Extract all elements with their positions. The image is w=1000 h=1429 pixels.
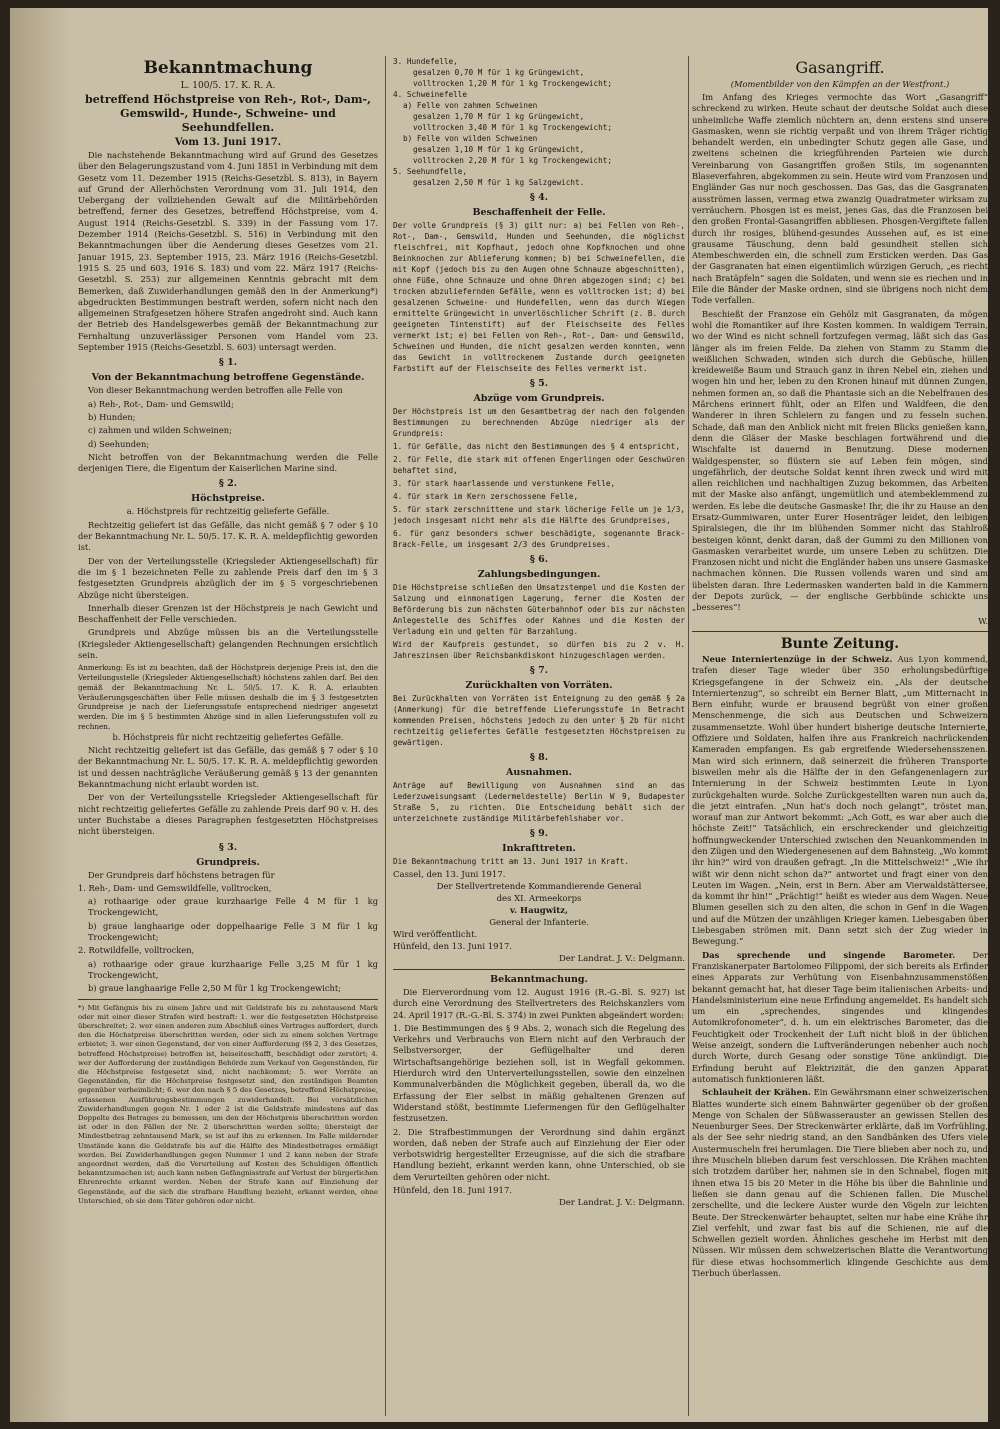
divider [393,969,685,970]
signature-office: des XI. Armeekorps [496,894,582,904]
item-title: Das sprechende und singende Barometer. [702,949,956,960]
signature-place: Cassel, den 13. Juni 1917. [393,870,506,880]
list-item: 2. Rotwildfelle, volltrocken, [78,945,195,956]
subsection-title: a. Höchstpreis für rechtzeitig gelieferte Gefälle. [126,506,330,517]
subsection-title: b. Höchstpreis für nicht rechtzeitig geliefertes Gefälle. [112,731,344,742]
section-title: Grundpreis. [196,856,260,868]
section-text: Rechtzeitig geliefert ist das Gefälle, das nicht gemäß § 7 oder § 10 der Bekanntmachung Nr. L. 50/5. 17. K. R. A. meldepflichtig geworden ist. [78,519,378,553]
section-text: Nicht betroffen von der Bekanntmachung werden die Felle derjenigen Tiere, die Eigentum der Kaiserlichen Marine sind. [78,451,378,474]
section-text: Bei Zurückhalten von Vorräten ist Enteignung zu den gemäß § 2a (Anmerkung) für die betreffende Lieferungsstufe in Betracht kommenden Preisen, höchstens jedoch zu den unter § 2b für nicht rechtzeitig geliefertes Gefälle festgesetzten Höchstpreisen zu gewärtigen. [393,694,685,747]
section-number: § 6. [529,554,549,565]
section-text: Der volle Grundpreis (§ 3) gilt nur: a) bei Fellen von Reh-, Rot-, Dam-, Gemswild, Hunden und Seehunden, die möglichst fleischfrei, mit Kopfhaut, jedoch ohne Kopfknochen und ohne Beinknochen zur Ablieferung kommen; b) bei Schweinefellen, die mit Kopf (jedoch bis zu den Augen ohne Schnauze abgeschnitten), ohne Füße, ohne Schnauze und ohne Ohren abgezogen sind; c) bei trocken abzuliefernden Gefälle, wenn es volltrocken ist; d) bei gesalzenen Schweine- und Hundefellen, wenn das durch Wiegen ermittelte Grüngewicht in unverlöschlicher Schrift (z. B. durch geeigneten Tintenstift) auf der Fleischseite des Felles vermerkt ist; e) bei Fellen von Reh-, Rot-, Dam- und Gemswild, Schweinen und Hunden, die nicht gesalzen werden konnten, wenn das Gewicht in volltrockenem Zustande durch geeigneten Farbstift auf der Fleischseite des Felles vermerkt ist. [393,221,685,373]
notice-text: Die Eierverordnung vom 12. August 1916 (R.-G.-Bl. S. 927) ist durch eine Verordnung des Stellvertreters des Reichskanzlers vom 24. April 1917 (R.-G.-Bl. S. 374) in zwei Punkten abgeändert worden: [393,987,685,1020]
section-title: Von der Bekanntmachung betroffene Gegenstände. [91,372,365,384]
list-item: volltrocken 2,20 M für 1 kg Trockengewicht; [413,156,613,165]
column-rule [385,56,386,1416]
section-title: Abzüge vom Grundpreis. [473,393,605,404]
column-2 [393,56,685,1416]
section-number: § 5. [529,378,549,389]
section-text: Innerhalb dieser Grenzen ist der Höchstpreis je nach Gewicht und Beschaffenheit der Felle verschieden. [78,602,378,625]
section-number: § 4. [529,192,549,203]
list-item: 1. Reh-, Dam- und Gemswildfelle, volltrocken, [78,882,272,893]
section-title: Bunte Zeitung. [780,635,900,652]
section-note: Anmerkung: Es ist zu beachten, daß der Höchstpreis derjenige Preis ist, den die Verteilungsstelle (Kriegsleder Aktiengesellschaft) höchstens zahlen darf. Bei den gemäß der Bekanntmachung Nr. L. 50/5. 17. K. R. A. erlaubten Veräußerungsgeschäften über Felle müssen deshalb die im § 3 festgesetzten Grundpreise je nach der Lieferungsstufe entsprechend niedriger angesetzt werden. Die im § 5 bestimmten Abzüge sind in allen Lieferungsstufen voll zu rechnen. [78,663,378,732]
section-title: Höchstpreise. [191,493,265,505]
column-rule [688,56,689,1416]
section-text: Anträge auf Bewilligung von Ausnahmen sind an das Lederzuweisungsamt (Ledermeldestelle) Berlin W 9, Budapester Straße 5, zu richten. Die Entscheidung behält sich der unterzeichnete zuständige Militärbefehlshaber vor. [393,781,685,823]
section-text: Die Höchstpreise schließen den Umsatzstempel und die Kosten der Salzung und einmonatigen Lagerung, ferner die Kosten der Beförderung bis zum nächsten Güterbahnhof oder bis zur nächsten Anlegestelle des Schiffes oder Kahnes und die Kosten der Verladung ein und gelten für Barzahlung. [393,583,685,636]
section-number: § 2. [218,478,238,490]
list-item: 2. für Felle, die stark mit offenen Engerlingen oder Geschwüren behaftet sind, [393,455,685,475]
newspaper-page [10,8,988,1422]
section-text: Wird der Kaufpreis gestundet, so dürfen bis zu 2 v. H. Jahreszinsen über Reichsbankdiskont hinzugeschlagen werden. [393,640,685,660]
list-item: a) Reh-, Rot-, Dam- und Gemswild; [88,398,234,409]
signature-published: Wird veröffentlicht. [393,930,478,940]
list-item: c) zahmen und wilden Schweinen; [88,425,232,436]
list-item: gesalzen 0,70 M für 1 kg Grüngewicht, [413,68,585,77]
list-item: 4. für stark im Kern zerschossene Felle, [393,492,579,501]
section-title: Beschaffenheit der Felle. [472,207,606,218]
list-item: b) graue langhaarige Felle 2,50 M für 1 kg Trockengewicht; [88,983,342,994]
list-item: a) rothaarige oder graue kurzhaarige Felle 3,25 M für 1 kg Trockengewicht, [88,958,378,980]
page-edge-stain [10,8,70,1422]
section-title: Inkrafttreten. [502,843,576,854]
list-item: volltrocken 1,20 M für 1 kg Trockengewicht; [413,79,613,88]
column-1 [78,58,378,1418]
divider [78,999,378,1000]
signature-place: Hünfeld, den 13. Juni 1917. [393,942,513,952]
list-item: a) Felle von zahmen Schweinen [403,101,538,110]
item-text: Aus Lyon kommend, trafen dieser Tage wieder über 350 erholungsbedürftige Kriegsgefangene in der Schweiz ein. „Als der deutsche Interniertenzug“, so schreibt ein Berner Blatt, „um Mitternacht in Bern einfuhr, wurde er brausend begrüßt von einer großen Menschenmenge, die sich aus Deutschen und Schweizern zusammensetzte. Wohl über hundert bisherige deutsche Internierte, Offiziere und Soldaten, halfen ihre aus Frankreich nachrückenden Kameraden empfangen. Es gab ergreifende Wiedersehensszenen. Man wird sich erinnern, daß seinerzeit die früheren Transporte bisweilen mehr als die Hälfte der in den Gefangenenlagern zur Internierung in der Schweiz bestimmten Leute in Lyon zurückgehalten wurde. Solche Zurückgestellten waren nun auch da, die jetzt eintrafen. „Nun hat's doch noch gelangt“, tröstet man, worauf man zur Antwort bekommt: „Ach Gott, es war aber auch die höchste Zeit!“ Tatsächlich, ein erschreckender und gleichzeitig hoffnungweckender Unterschied zwischen den Neuankommenden in den Zügen und den Wiedergenesenen auf dem Bahnsteig. „Wo kommt ihr hin?“ wird von draußen gefragt. „In die Mittelschweiz!“ „Wie ihr wißt wir denn nicht schon da?“ antwortet und fragt einer von den Leuten im Wagen. „Nein, erst in Bern. Aber am Vierwaldstättersee, da kommt ihr hin!“ „Prächtig!“ heißt es wieder aus dem Wagen. Neue Blumen gesellen sich zu den alten, die schon in Genf in die Wagen und auf die Mützen der unzähligen Krieger kamen. Liebesgaben über Liebesgaben strömen mit. Dann setzt sich der Zug wieder in Bewegung.“ [692,653,988,947]
list-item: 3. für stark haarlassende und verstunkene Felle, [393,479,616,488]
section-text: Die Bekanntmachung tritt am 13. Juni 1917 in Kraft. [393,857,630,866]
section-text: Nicht rechtzeitig geliefert ist das Gefälle, das gemäß § 7 oder § 10 der Bekanntmachung Nr. L. 50/5. 17. K. R. A. meldepflichtig geworden ist und dessen nachträgliche Veräußerung gemäß § 13 der genannten Bekanntmachung nicht erlaubt worden ist. [78,745,378,790]
section-title: Zurückhalten von Vorräten. [465,680,613,691]
list-item: b) graue langhaarige oder doppelhaarige Felle 3 M für 1 kg Trockengewicht; [88,920,378,943]
signature-landrat: Der Landrat. J. V.: Delgmann. [558,1198,685,1209]
section-text: Von dieser Bekanntmachung werden betroffen alle Felle von [88,385,343,396]
item-text: Ein Gewährsmann einer schweizerischen Blattes wunderte sich einem Bahnwärter gegenüber ob der großen Menge von Schalen der Süßwasserauster an gewissen Stellen des Neuenburger Sees. Der Streckenwärter erklärte, daß im Vorfrühling, als der See sehr niedrig stand, an den Sandbänken des Ufers viele Austermuscheln frei herumlagen. Die Tiere blieben aber noch zu, und ihre Muscheln blieben darum fest verschlossen. Die Krähen machten sich trotzdem darüber her, nahmen sie in den Schnabel, flogen mit ihnen etwa 15 bis 20 Meter in die Höhe bis über die Bahnlinie und ließen sie dann genau auf die Schienen fallen. Die Muschel zerschellte, und die leckere Auster wurde den Vögeln zur leichten Beute. Der Streckenwärter behauptet, selten nur habe eine Krähe ihr Ziel verfehlt, und zwar fast bis auf die Schienen, nie auf die Schwellen gezielt worden. Ähnliches geschehe im Herbst mit den Nüssen. Wir müssen dem schweizerischen Blatte die Verantwortung für diese etwas hochsommerlich klingende Geschichte aus dem Tierbuch überlassen. [692,1087,988,1278]
signature-name: v. Haugwitz, [510,906,568,916]
signature-office: Der Stellvertretende Kommandierende General [436,882,642,892]
list-item: d) Seehunden; [88,438,150,449]
section-number: § 8. [529,752,549,763]
article-signature: W. [978,615,988,626]
section-text: Grundpreis und Abzüge müssen bis an die Verteilungsstelle (Kriegsleder Aktiengesellschaft) gelangenden Rechnungen ersichtlich sein. [78,627,378,660]
item-title: Neue Interniertenzüge in der Schweiz. [702,653,893,664]
section-number: § 9. [529,828,549,839]
section-number: § 3. [218,841,238,853]
list-item: gesalzen 2,50 M für 1 kg Salzgewicht. [413,178,585,187]
list-item: volltrocken 3,40 M für 1 kg Trockengewicht; [413,123,613,132]
section-title: Zahlungsbedingungen. [477,569,601,580]
section-text: Der von der Verteilungsstelle (Kriegsleder Aktiengesellschaft) für die im § 1 bezeichneten Felle zu zahlende Preis darf den im § 3 festgesetzten Grundpreis abzüglich der im § 5 vorgeschriebenen Abzüge nicht übersteigen. [78,555,378,600]
signature-landrat: Der Landrat. J. V.: Delgmann. [558,954,685,964]
notice-subject: betreffend Höchstpreise von Reh-, Rot-, Dam-, Gemswild-, Hunde-, Schweine- und Seehundfellen. [85,93,371,134]
list-item: gesalzen 1,10 M für 1 kg Grüngewicht, [413,145,585,154]
section-text: Der von der Verteilungsstelle Kriegsleder Aktiengesellschaft für nicht rechtzeitig geliefertes Gefälle zu zahlende Preis darf 90 v. H. des unter Buchstabe a dieses Paragraphen festgesetzten Höchstpreises nicht übersteigen. [78,792,378,837]
notice-title: Bekanntmachung. [490,974,588,985]
list-item: 1. für Gefälle, das nicht den Bestimmungen des § 4 entspricht, [393,442,680,451]
list-item: 4. Schweinefelle [393,90,468,99]
notice-text: 1. Die Bestimmungen des § 9 Abs. 2, wonach sich die Regelung des Verkehrs und Verbrauchs von Eiern nicht auf den Verbrauch der Selbstversorger, der Geflügelhalter und deren Wirtschaftsangehörige beziehen soll, ist in Wegfall gekommen. Hierdurch wird den Unterverteilungsstellen, sowie den einzelnen Kommunalverbänden die Möglichkeit gegeben, überall da, wo die Erfassung der Eier selbst in mäßig gehaltenen Grenzen auf Widerstand stößt, bestimmte Liefermengen für den Geflügelhalter festzusetzen. [393,1022,685,1124]
notice-date: Vom 13. Juni 1917. [174,137,282,148]
section-text: Der Höchstpreis ist um den Gesamtbetrag der nach den folgenden Bestimmungen zu berechnenden Abzüge niedriger als der Grundpreis: [393,407,685,438]
signature-place: Hünfeld, den 18. Juni 1917. [393,1186,513,1197]
list-item: gesalzen 1,70 M für 1 kg Grüngewicht, [413,112,585,121]
signature-rank: General der Infanterie. [489,918,589,928]
notice-text: 2. Die Strafbestimmungen der Verordnung sind dahin ergänzt worden, daß neben der Strafe auch auf Einziehung der Eier oder verbotswidrig hergestellter Erzeugnisse, auf die sich die strafbare Handlung bezieht, erkannt werden kann, ohne Unterschied, ob sie dem Verurteilten gehören oder nicht. [393,1126,685,1182]
notice-title: Bekanntmachung [143,58,313,78]
article-title: Gasangriff. [795,58,885,77]
section-text: Der Grundpreis darf höchstens betragen für [88,869,275,880]
list-item: b) Hunden; [88,411,136,422]
list-item: b) Felle von wilden Schweinen [403,134,538,143]
section-number: § 1. [218,357,238,369]
item-text: Der Franziskanerpater Bartolomeo Filippomi, der sich bereits als Erfinder eines Apparats zur Verhütung von Eisenbahnzusammenstößen bekannt gemacht hat, hat dieser Tage beim italienischen Arbeits- und Handelsministerium eine neue Erfindung angemeldet. Es handelt sich um ein „sprechendes, singendes und klingendes Automikrofonometer“, d. h. um ein elektrisches Barometer, das die Feuchtigkeit oder Trockenheit der Luft nicht bloß in der üblichen Weise anzeigt, sondern die Luftveränderungen nebenher auch noch durch Worte, durch Gesang oder sonstige Töne ankündigt. Die Erfindung beruht auf Elektrizität, die den ganzen Apparat automatisch funktionieren läßt. [692,949,988,1084]
list-item: 3. Hundefelle, [393,57,458,66]
item-title: Schlauheit der Krähen. [702,1087,811,1098]
column-3 [692,58,988,1418]
notice-intro: Die nachstehende Bekanntmachung wird auf Grund des Gesetzes über den Belagerungszustand vom 4. Juni 1851 in Verbindung mit dem Gesetz vom 11. Dezember 1915 (Reichs-Gesetzbl. S. 813), in Bayern auf Grund der Allerhöchsten Verordnung vom 31. Juli 1914, den Uebergang der vollziehenden Gewalt auf die Militärbehörden betreffend, ferner des Gesetzes, betreffend Höchstpreise, vom 4. August 1914 (Reichs-Gesetzbl. S. 339) in der Fassung vom 17. Dezember 1914 (Reichs-Gesetzbl. S. 516) in Verbindung mit den Bekanntmachungen über die Aenderung dieses Gesetzes vom 21. Januar 1915, 23. September 1915, 23. März 1916 (Reichs-Gesetzbl. 1915 S. 25 und 603, 1916 S. 183) und vom 22. März 1917 (Reichs-Gesetzbl. S. 253) zur allgemeinen Kenntnis gebracht mit dem Bemerken, daß Zuwiderhandlungen gemäß den in der Anmerkung*) abgedruckten Bestimmungen bestraft werden, sofern nicht nach den allgemeinen Strafgesetzen höhere Strafen angedroht sind. Auch kann der Betrieb des Handelsgewerbes gemäß der Bekanntmachung zur Fernhaltung unzuverlässiger Personen vom Handel vom 23. September 1915 (Reichs-Gesetzbl. S. 603) untersagt werden. [78,150,378,353]
list-item: 5. Seehundfelle, [393,167,468,176]
article-subtitle: (Momentbilder von den Kämpfen an der Westfront.) [730,79,950,89]
section-title: Ausnahmen. [506,767,572,778]
notice-reference: L. 100/5. 17. K. R. A. [180,81,276,91]
footnote: *) Mit Gefängnis bis zu einem Jahre und mit Geldstrafe bis zu zehntausend Mark oder mit einer dieser Strafen wird bestraft: 1. wer die festgesetzten Höchstpreise überschreitet; 2. wer einen anderen zum Abschluß eines Vertrages auffordert, durch den die Höchstpreise überschritten werden, oder sich zu einem solchen Vertrage erbietet; 3. wer einen Gegenstand, der von einer Aufforderung (§§ 2, 3 des Gesetzes, betreffend Höchstpreise) betroffen ist, beiseiteschafft, beschädigt oder zerstört; 4. wer der Aufforderung der zuständigen Behörde zum Verkauf von Gegenständen, für die Höchstpreise festgesetzt sind, nicht nachkommt; 5. wer Vorräte an Gegenständen, für die Höchstpreise festgesetzt sind, den zuständigen Beamten gegenüber verheimlicht; 6. wer den nach § 5 des Gesetzes, betreffend Höchstpreise, erlassenen Ausführungsbestimmungen zuwiderhandelt. Bei vorsätzlichen Zuwiderhandlungen gegen Nr. 1 oder 2 ist die Geldstrafe mindestens auf das Doppelte des Betrages zu bemessen, um den der Höchstpreis überschritten worden ist oder in den Fällen der Nr. 2 überschritten werden sollte; übersteigt der Mindestbetrag zehntausend Mark, so ist auf ihn zu erkennen. Im Falle mildernder Umstände kann die Geldstrafe bis auf die Hälfte des Mindestbetrages ermäßigt werden. Bei Zuwiderhandlungen gegen Nummer 1 und 2 kann neben der Strafe angeordnet werden, daß die Verurteilung auf Kosten des Schuldigen öffentlich bekanntzumachen ist; auch kann neben Gefängnisstrafe auf Verlust der bürgerlichen Ehrenrechte erkannt werden. Neben der Strafe kann auf Einziehung der Gegenstände, auf die sich die strafbare Handlung bezieht, erkannt werden, ohne Unterschied, ob sie dem Täter gehören oder nicht. [78,1003,378,1205]
divider [692,631,988,632]
list-item: 6. für ganz besonders schwer beschädigte, sogenannte Brack-Brack-Felle, um insgesamt 2/3 des Grundpreises. [393,529,685,549]
list-item: a) rothaarige oder graue kurzhaarige Felle 4 M für 1 kg Trockengewicht, [88,896,378,918]
article-paragraph: Im Anfang des Krieges vermochte das Wort „Gasangriff“ schreckend zu wirken. Heute schaut der deutsche Soldat auch diese unheimliche Waffe ziemlich nüchtern an, denn erstens sind unsere Gasmasken, wenn sie richtig verpaßt und von ihrem Träger richtig behandelt werden, ein unbedingter Schutz gegen alle Gase, und zweitens scheinen die kriegführenden Parteien wie durch Vereinbarung von Gasangriffen großen Stils, im sogenannten Blaseverfahren, abgekommen zu sein. Heute wird vom Franzosen und Engländer Gas nur noch geschossen. Das Gas, das die Gasgranaten ausströmen lassen, vermag etwa zwanzig Quadratmeter wirksam zu verräuchern. Phosgen ist es meist, jenes Gas, das die Franzosen bei den großen Frontal-Gasangriffen abbliesen. Phosgen-Vergiftete fallen durch ihr rosiges, blühend-gesundes Aussehen auf, es ist eine grausame Täuschung, denn bald gesundheit stellen sich Atembeschwerden ein, die schnell zum Ersticken werden. Das Gas der Gasgranaten hat einen eigentümlich würzigen Geruch, „es riecht nach Bratäpfeln“ sagen die Soldaten, und wenn sie es riechen und in Eile die Bänder der Maske ordnen, sind sie übrigens noch nicht dem Tode verfallen. [692,92,988,306]
list-item: 5. für stark zerschnittene und stark löcherige Felle um je 1/3, jedoch insgesamt nicht mehr als die Hälfte des Grundpreises, [393,505,685,525]
article-paragraph: Beschießt der Franzose ein Gehölz mit Gasgranaten, da mögen wohl die Romantiker auf ihre Kosten kommen. In waldigem Terrain, wo der Wind es nicht schnell fortzufegen vermag, läßt sich das Gas länger als im freien Felde. Da ziehen von Stamm zu Stamm die weißlichen Schwaden, winden sich durch die Gebüsche, hüllen kreideweiße Baum und Strauch ganz in ihren Nebel ein, ziehen und wogen hin und her, leben zu den Kronen hinauf mit dünnen Zungen, nehmen formen an, so daß die Phantasie sich an die Nebelfrauen des Märchens erinnert fühlt, oder an Elfen und Waldfeen, die den Wanderer in ihren Schleiern zu fangen und zu fesseln suchen. Schade, daß man den Anblick nicht mit freien Blicks genießen kann, denn die Gläser der Maske beschlagen fortwährend und die Wischfalte ist dauernd in Benutzung. Diese modernen Waldgespenster, so flüstern sie auf Leben fein mögen, sind ungefährlich, der deutsche Soldat kennt ihren zweck und wird mit allen reichlichen und nachhaltigen Zuzug bekommen, das Arbeiten mit der Maske also anfängt, ungemütlich und atembeklemmend zu werden. Es lebe die deutsche Gasmaske! Ihr, die ihr zu Hause an den Ersatz-Gummiwaren, unter Eurer Hosenträger leidet, den leibigen Spiralsiegen, die ihr im blühenden Sommer nicht das Stahlroß besteigen könnt, denkt daran, daß der Gummi zu den Millionen von Gasmasken verarbeitet wurde, um unsere Leben zu schützen. Die Franzosen nicht und nicht die Engländer haben uns unsere Gasmaske nachmachen können. Die Russen vollends waren und sind am übelsten daran. Ihre Ledermasken wanderten bald in die Kammern der Depots zurück, — der englische Gerbbünde schickte uns „besseres“! [692,308,988,613]
section-number: § 7. [529,665,549,676]
